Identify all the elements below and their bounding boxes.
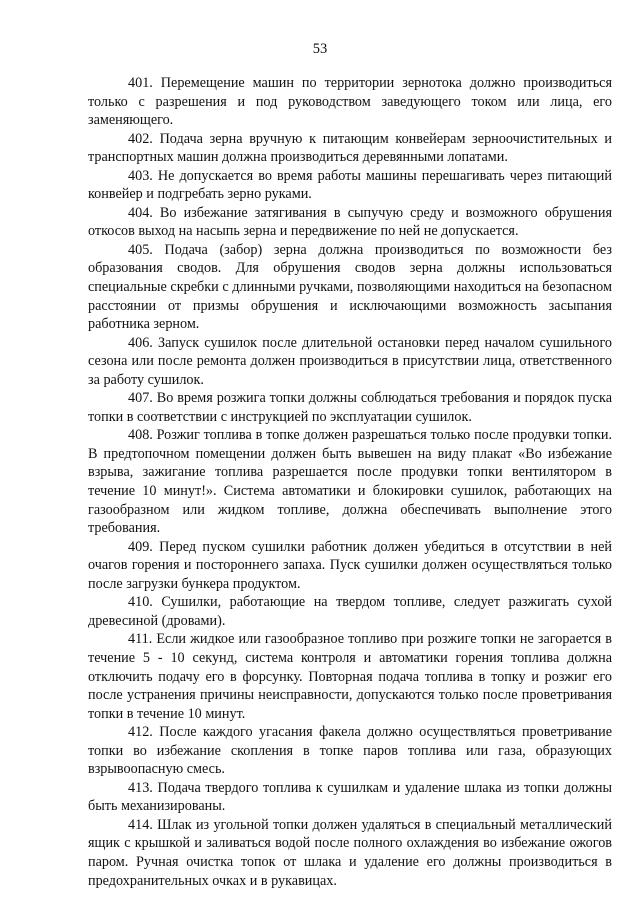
paragraph-414: 414. Шлак из угольной топки должен удаляться в специальный металлический ящик с крышкой и заливаться водой после полного охлаждения во избежание ожогов паром. Ручная очистка топок от шлака и удаление его должны производиться в предохранительных очках и в рукавицах. (88, 816, 612, 889)
paragraph-404: 404. Во избежание затягивания в сыпучую среду и возможного обрушения откосов выход на насыпь зерна и передвижение по ней не допускается. (88, 204, 612, 240)
paragraph-408: 408. Розжиг топлива в топке должен разрешаться только после продувки топки. В предтопочном помещении должен быть вывешен на виду плакат «Во избежание взрыва, зажигание топлива разрешается после продувки топки вентилятором в течение 10 минут!». Система автоматики и блокировки сушилок, работающих на газообразном или жидком топливе, должна обеспечивать выполнение этого требования. (88, 427, 612, 537)
paragraph-406: 406. Запуск сушилок после длительной остановки перед началом сушильного сезона или после ремонта должен производиться в присутствии лица, ответственного за работу сушилок. (88, 334, 612, 388)
paragraph-407: 407. Во время розжига топки должны соблюдаться требования и порядок пуска топки в соответствии с инструкцией по эксплуатации сушилок. (88, 390, 612, 425)
paragraph-403: 403. Не допускается во время работы машины перешагивать через питающий конвейер и подгребать зерно руками. (88, 167, 612, 203)
paragraph-411: 411. Если жидкое или газообразное топливо при розжиге топки не загорается в течение 5 - 10 секунд, система контроля и автоматики горения топлива должна отключить подачу его в форсунку. Повторная подача топлива в топку и розжиг его после устранения причины неисправности, допускаются только после проветривания топки в течение 10 минут. (88, 631, 612, 722)
page-number: 53 (312, 41, 328, 57)
paragraph-412: 412. После каждого угасания факела должно осуществляться проветривание топки во избежание скопления в топке паров топлива или газа, образующих взрывоопасную смесь. (88, 724, 612, 778)
paragraph-413: 413. Подача твердого топлива к сушилкам и удаление шлака из топки должны быть механизированы. (88, 779, 612, 815)
paragraph-405: 405. Подача (забор) зерна должна производиться по возможности без образования сводов. Для обрушения сводов зерна должны использоваться специальные скребки с длинными ручками, позволяющими находиться на безопасном расстоянии от призмы обрушения и исключающими возможность засыпания работника зерном. (88, 241, 612, 333)
paragraph-410: 410. Сушилки, работающие на твердом топливе, следует разжигать сухой древесиной (дровами). (88, 594, 612, 629)
document-body (88, 74, 612, 890)
paragraph-401: 401. Перемещение машин по территории зернотока должно производиться только с разрешения и под руководством заведующего током или лица, его заменяющего. (88, 75, 612, 129)
paragraph-402: 402. Подача зерна вручную к питающим конвейерам зерноочистительных и транспортных машин должна производиться деревянными лопатами. (88, 130, 612, 166)
paragraph-409: 409. Перед пуском сушилки работник должен убедиться в отсутствии в ней очагов горения и постороннего запаха. Пуск сушилки должен осуществляться только после загрузки бункера продуктом. (88, 538, 612, 592)
